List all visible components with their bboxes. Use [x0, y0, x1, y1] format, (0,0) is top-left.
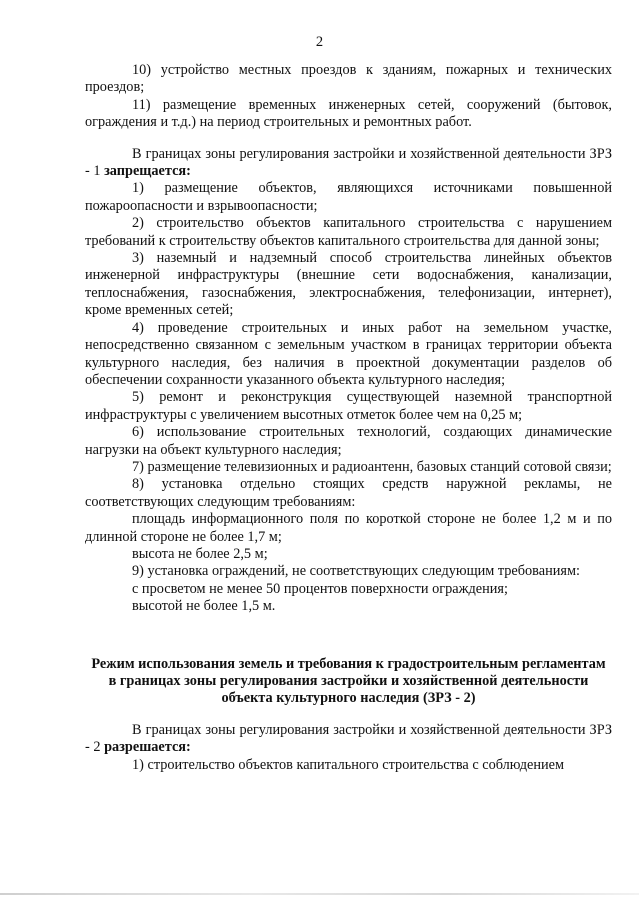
page-number: 2	[315, 34, 324, 50]
zrz2-intro-text: В границах зоны регулирования застройки и хозяйственной деятельности ЗРЗ - 2	[85, 721, 612, 756]
list-item: 1) строительство объектов капитального строительства с соблюдением	[132, 756, 565, 773]
list-item: площадь информационного поля по короткой стороне не более 1,2 м и по длинной стороне не более 1,7 м;	[85, 511, 612, 545]
list-item: 11) размещение временных инженерных сетей, сооружений (бытовок, ограждения и т.д.) на период строительных и ремонтных работ.	[85, 96, 612, 131]
zrz2-intro-bold: разрешается:	[104, 739, 191, 756]
list-item: 9) установка ограждений, не соответствующих следующим требованиям:	[132, 563, 580, 580]
list-item: 5) ремонт и реконструкция существующей наземной транспортной инфраструктуры с увеличением высотных отметок более чем на 0,25 м;	[85, 389, 612, 423]
list-item: высотой не более 1,5 м.	[132, 598, 276, 615]
list-item: с просветом не менее 50 процентов поверхности ограждения;	[132, 580, 508, 597]
list-item: 4) проведение строительных и иных работ на земельном участке, непосредственно связанном с земельным участком в границах территории объекта культурного наследия, без наличия в проектной документации разделов об обеспечении сохранности указанного объекта культурного наследия;	[85, 319, 612, 388]
document-body	[85, 62, 612, 774]
list-item: 2) строительство объектов капитального строительства с нарушением требований к строительству объектов капитального строительства для данной зоны;	[85, 215, 612, 249]
zrz1-intro-bold: запрещается:	[104, 163, 191, 180]
list-item: 6) использование строительных технологий, создающих динамические нагрузки на объект культурного наследия;	[85, 424, 612, 458]
list-item: 1) размещение объектов, являющихся источниками повышенной пожароопасности и взрывоопасности;	[85, 180, 612, 214]
zrz1-intro	[85, 146, 612, 181]
section-heading: Режим использования земель и требования к градостроительным регламентам в границах зоны регулирования застройки и хозяйственной деятельности объекта культурного наследия (ЗРЗ - 2)	[91, 655, 606, 707]
zrz2-intro	[85, 722, 612, 757]
list-item: 7) размещение телевизионных и радиоантенн, базовых станций сотовой связи;	[132, 458, 612, 475]
list-item: высота не более 2,5 м;	[132, 545, 268, 562]
list-item: 8) установка отдельно стоящих средств наружной рекламы, не соответствующих следующим требованиям:	[85, 476, 612, 510]
spacer	[85, 132, 612, 146]
spacer	[85, 708, 612, 722]
zrz1-intro-text: В границах зоны регулирования застройки и хозяйственной деятельности ЗРЗ - 1	[85, 145, 612, 180]
scan-edge-line	[0, 893, 639, 895]
list-item: 10) устройство местных проездов к зданиям, пожарных и технических проездов;	[85, 62, 612, 96]
list-item: 3) наземный и надземный способ строительства линейных объектов инженерной инфраструктуры (внешние сети водоснабжения, канализации, теплоснабжения, газоснабжения, электроснабжения, телефонизации, интернет), кроме временных сетей;	[85, 250, 612, 319]
spacer	[85, 616, 612, 656]
